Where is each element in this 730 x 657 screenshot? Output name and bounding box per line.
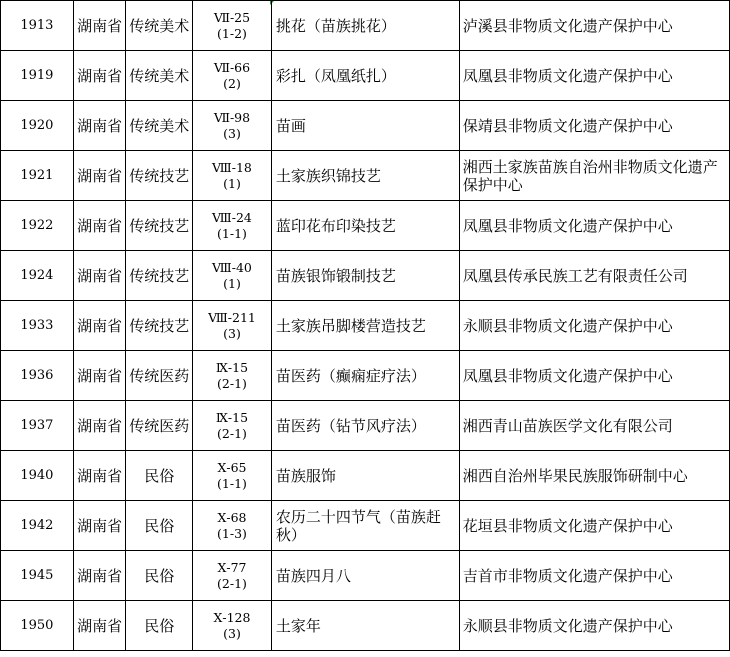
table-row	[1, 301, 730, 351]
cell-project-code[interactable]	[193, 101, 272, 151]
cell-province[interactable]	[73, 601, 126, 651]
project-code-sub: (3)	[223, 625, 241, 641]
cell-province[interactable]	[73, 301, 126, 351]
serial-number: 1920	[20, 118, 54, 133]
project-name: 挑花（苗族挑花）	[275, 16, 396, 35]
cell-category[interactable]	[126, 401, 193, 451]
cell-province[interactable]	[73, 51, 126, 101]
protection-unit: 湘西土家族苗族自治州非物质文化遗产保护中心	[462, 157, 718, 194]
serial-number: 1933	[20, 318, 54, 333]
serial-number: 1921	[20, 168, 54, 183]
province: 湖南省	[77, 517, 123, 535]
cell-category[interactable]	[126, 301, 193, 351]
province: 湖南省	[77, 367, 123, 385]
cell-province[interactable]	[73, 351, 126, 401]
province: 湖南省	[77, 617, 123, 635]
cell-protection-unit[interactable]	[459, 51, 729, 101]
protection-unit: 花垣县非物质文化遗产保护中心	[462, 516, 673, 535]
project-name: 苗族四月八	[275, 566, 351, 585]
cell-project-code[interactable]	[193, 451, 272, 501]
project-code-sub: (1-2)	[217, 25, 247, 41]
project-code-sub: (2-1)	[217, 425, 247, 441]
cell-province[interactable]	[73, 451, 126, 501]
category: 传统医药	[129, 417, 190, 435]
cell-province[interactable]	[73, 251, 126, 301]
province: 湖南省	[77, 167, 123, 185]
project-name: 土家族织锦技艺	[275, 166, 381, 185]
cell-serial-number[interactable]	[1, 351, 74, 401]
protection-unit: 湘西自治州毕果民族服饰研制中心	[462, 466, 688, 485]
category: 民俗	[144, 617, 175, 635]
province: 湖南省	[77, 117, 123, 135]
table-row	[1, 151, 730, 201]
project-name: 土家年	[275, 616, 321, 635]
cell-project-name[interactable]	[271, 1, 459, 51]
category: 传统美术	[129, 117, 190, 135]
cell-project-code[interactable]	[193, 51, 272, 101]
cell-protection-unit[interactable]	[459, 1, 729, 51]
cell-serial-number[interactable]	[1, 1, 74, 51]
project-code-sub: (1)	[223, 275, 241, 291]
table-row	[1, 101, 730, 151]
cell-province[interactable]	[73, 101, 126, 151]
cell-project-name[interactable]	[271, 551, 459, 601]
protection-unit: 湘西青山苗族医学文化有限公司	[462, 416, 673, 435]
project-code: Ⅶ-66	[213, 59, 251, 75]
protection-unit: 凤凰县非物质文化遗产保护中心	[462, 216, 673, 235]
cell-serial-number[interactable]	[1, 51, 74, 101]
cell-serial-number[interactable]	[1, 451, 74, 501]
cell-project-code[interactable]	[193, 601, 272, 651]
cell-protection-unit[interactable]	[459, 601, 729, 651]
protection-unit: 永顺县非物质文化遗产保护中心	[462, 316, 673, 335]
cell-province[interactable]	[73, 401, 126, 451]
category: 传统美术	[129, 67, 190, 85]
cell-category[interactable]	[126, 451, 193, 501]
cell-province[interactable]	[73, 201, 126, 251]
cell-category[interactable]	[126, 1, 193, 51]
cell-category[interactable]	[126, 201, 193, 251]
cell-project-name[interactable]	[271, 601, 459, 651]
table-body	[1, 1, 730, 651]
cell-protection-unit[interactable]	[459, 301, 729, 351]
serial-number: 1950	[20, 618, 54, 633]
cell-category[interactable]	[126, 601, 193, 651]
cell-project-code[interactable]	[193, 301, 272, 351]
cell-project-code[interactable]	[193, 1, 272, 51]
project-name: 彩扎（凤凰纸扎）	[275, 66, 396, 85]
project-code-sub: (2-1)	[217, 575, 247, 591]
protection-unit: 凤凰县传承民族工艺有限责任公司	[462, 266, 688, 285]
cell-serial-number[interactable]	[1, 401, 74, 451]
cell-category[interactable]	[126, 501, 193, 551]
serial-number: 1922	[20, 218, 54, 233]
project-code: Ⅹ-128	[213, 609, 251, 625]
cell-category[interactable]	[126, 151, 193, 201]
protection-unit: 泸溪县非物质文化遗产保护中心	[462, 16, 673, 35]
province: 湖南省	[77, 467, 123, 485]
province: 湖南省	[77, 267, 123, 285]
table-row	[1, 51, 730, 101]
protection-unit: 凤凰县非物质文化遗产保护中心	[462, 66, 673, 85]
cell-province[interactable]	[73, 551, 126, 601]
cell-protection-unit[interactable]	[459, 101, 729, 151]
cell-project-code[interactable]	[193, 351, 272, 401]
serial-number: 1919	[20, 68, 54, 83]
project-code: Ⅸ-15	[215, 359, 249, 375]
serial-number: 1937	[20, 418, 54, 433]
project-code: Ⅹ-65	[217, 459, 247, 475]
cell-project-code[interactable]	[193, 201, 272, 251]
cell-project-name[interactable]	[271, 351, 459, 401]
cell-project-name[interactable]	[271, 301, 459, 351]
province: 湖南省	[77, 567, 123, 585]
cell-province[interactable]	[73, 501, 126, 551]
serial-number: 1936	[20, 368, 54, 383]
cell-serial-number[interactable]	[1, 601, 74, 651]
cell-serial-number[interactable]	[1, 501, 74, 551]
table-row	[1, 551, 730, 601]
category: 民俗	[144, 467, 175, 485]
cell-category[interactable]	[126, 351, 193, 401]
protection-unit: 吉首市非物质文化遗产保护中心	[462, 566, 673, 585]
serial-number: 1924	[20, 268, 54, 283]
category: 传统技艺	[129, 267, 190, 285]
category: 民俗	[144, 567, 175, 585]
project-code-sub: (1-3)	[217, 525, 247, 541]
project-code-sub: (1)	[223, 175, 241, 191]
table-row	[1, 351, 730, 401]
cell-project-name[interactable]	[271, 201, 459, 251]
cell-project-name[interactable]	[271, 501, 459, 551]
table-row	[1, 451, 730, 501]
cell-protection-unit[interactable]	[459, 351, 729, 401]
cell-protection-unit[interactable]	[459, 401, 729, 451]
cell-project-code[interactable]	[193, 551, 272, 601]
project-code: Ⅷ-211	[208, 309, 256, 325]
cell-project-name[interactable]	[271, 51, 459, 101]
cell-project-name[interactable]	[271, 451, 459, 501]
project-code-sub: (3)	[223, 125, 241, 141]
province: 湖南省	[77, 67, 123, 85]
cell-province[interactable]	[73, 1, 126, 51]
cell-project-code[interactable]	[193, 501, 272, 551]
cell-serial-number[interactable]	[1, 101, 74, 151]
province: 湖南省	[77, 417, 123, 435]
cell-project-code[interactable]	[193, 401, 272, 451]
cell-protection-unit[interactable]	[459, 251, 729, 301]
province: 湖南省	[77, 17, 123, 35]
cell-protection-unit[interactable]	[459, 201, 729, 251]
cell-protection-unit[interactable]	[459, 501, 729, 551]
project-code: Ⅷ-18	[212, 159, 252, 175]
cell-protection-unit[interactable]	[459, 551, 729, 601]
project-name: 蓝印花布印染技艺	[275, 216, 396, 235]
province: 湖南省	[77, 217, 123, 235]
table-row	[1, 251, 730, 301]
serial-number: 1913	[20, 18, 54, 33]
table-row	[1, 1, 730, 51]
cell-protection-unit[interactable]	[459, 151, 729, 201]
table-row	[1, 601, 730, 651]
project-code-sub: (1-1)	[217, 475, 247, 491]
cell-project-name[interactable]	[271, 251, 459, 301]
table-row	[1, 501, 730, 551]
cell-category[interactable]	[126, 551, 193, 601]
project-name: 农历二十四节气（苗族赶秋）	[275, 507, 441, 544]
province: 湖南省	[77, 317, 123, 335]
cell-category[interactable]	[126, 251, 193, 301]
cell-project-code[interactable]	[193, 151, 272, 201]
cell-serial-number[interactable]	[1, 151, 74, 201]
project-code: Ⅷ-24	[212, 209, 252, 225]
project-name: 土家族吊脚楼营造技艺	[275, 316, 426, 335]
project-code-sub: (2-1)	[217, 375, 247, 391]
cell-project-name[interactable]	[271, 151, 459, 201]
project-name: 苗医药（癫痫症疗法）	[275, 366, 426, 385]
cell-category[interactable]	[126, 51, 193, 101]
cell-province[interactable]	[73, 151, 126, 201]
project-name: 苗画	[275, 116, 306, 135]
cell-category[interactable]	[126, 101, 193, 151]
project-code: Ⅶ-25	[213, 9, 251, 25]
table-row	[1, 201, 730, 251]
project-name: 苗族银饰锻制技艺	[275, 266, 396, 285]
project-code-sub: (3)	[223, 325, 241, 341]
project-name: 苗医药（钻节风疗法）	[275, 416, 426, 435]
category: 传统技艺	[129, 217, 190, 235]
category: 传统技艺	[129, 317, 190, 335]
cell-serial-number[interactable]	[1, 201, 74, 251]
project-code-sub: (1-1)	[217, 225, 247, 241]
project-code: Ⅹ-77	[217, 559, 247, 575]
category: 传统技艺	[129, 167, 190, 185]
category: 传统医药	[129, 367, 190, 385]
category: 传统美术	[129, 17, 190, 35]
serial-number: 1945	[20, 568, 54, 583]
table-row	[1, 401, 730, 451]
category: 民俗	[144, 517, 175, 535]
cell-project-name[interactable]	[271, 401, 459, 451]
protection-unit: 永顺县非物质文化遗产保护中心	[462, 616, 673, 635]
protection-unit: 凤凰县非物质文化遗产保护中心	[462, 366, 673, 385]
cell-serial-number[interactable]	[1, 551, 74, 601]
project-code: Ⅶ-98	[213, 109, 251, 125]
cell-project-name[interactable]	[271, 101, 459, 151]
cell-project-code[interactable]	[193, 251, 272, 301]
cell-protection-unit[interactable]	[459, 451, 729, 501]
protection-unit: 保靖县非物质文化遗产保护中心	[462, 116, 673, 135]
project-code-sub: (2)	[223, 75, 241, 91]
cell-serial-number[interactable]	[1, 251, 74, 301]
project-code: Ⅹ-68	[217, 509, 247, 525]
serial-number: 1940	[20, 468, 54, 483]
cell-serial-number[interactable]	[1, 301, 74, 351]
project-name: 苗族服饰	[275, 466, 336, 485]
serial-number: 1942	[20, 518, 54, 533]
project-code: Ⅷ-40	[212, 259, 252, 275]
project-code: Ⅸ-15	[215, 409, 249, 425]
